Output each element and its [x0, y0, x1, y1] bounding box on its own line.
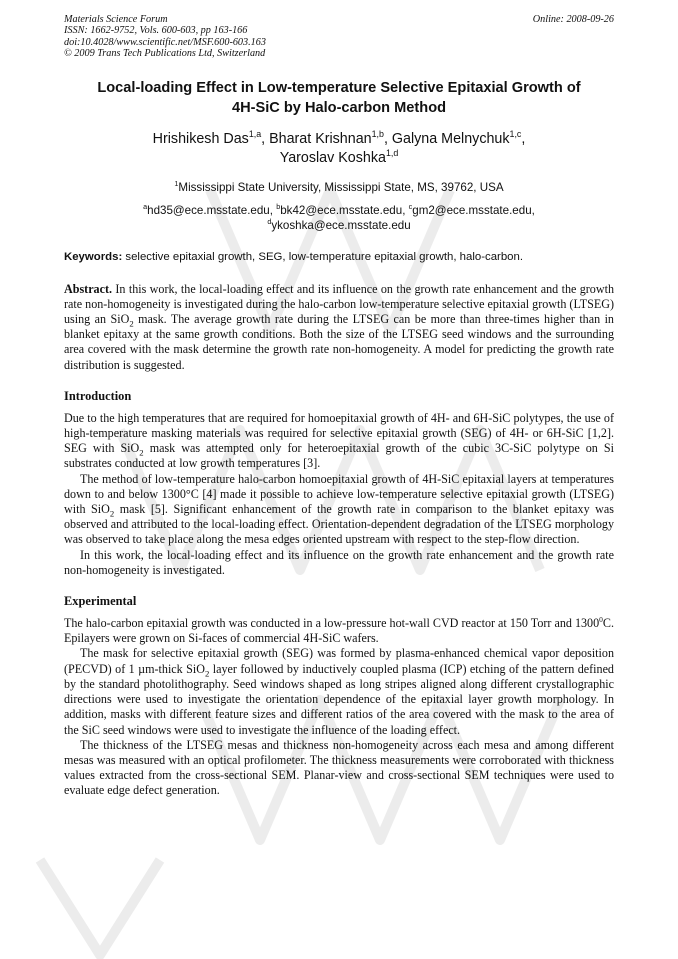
email-mark: c — [408, 201, 413, 211]
abstract-text: mask. The average growth rate during the LTSEG can be more than three-times higher than in blanket epitaxy at the same growth conditions. Both the size of the LTSEG seed windows and the surrounding area covered with the mask determine the growth rate non-homogeneity. A model for predicting the growth rate distribution is suggested. — [64, 312, 614, 372]
online-date: Online: 2008-09-26 — [532, 14, 614, 25]
author-affil-mark: 1,b — [371, 128, 384, 139]
email-address: bk42@ece.msstate.edu — [280, 203, 403, 217]
title-line-1: Local-loading Effect in Low-temperature Selective Epitaxial Growth of — [97, 79, 581, 96]
introduction-paragraph: In this work, the local-loading effect and its influence on the growth rate enhancement and the growth rate non-homogeneity is investigated. — [64, 547, 614, 577]
author-list — [64, 130, 614, 168]
author-separator: , — [261, 130, 270, 147]
email-mark: d — [267, 216, 272, 226]
author-affil-mark: 1,c — [509, 128, 522, 139]
paragraph-text: mask [5]. Significant enhancement of the growth rate in comparison to the blanket epitaxy was observed and attributed to the local-loading effect. Orientation-dependent degradation of the LTSEG morphology was observed to take place along the mesa edges oriented upstream with respect to the step-flow direction. — [64, 502, 614, 547]
abstract — [64, 282, 614, 373]
email-mark: a — [143, 201, 148, 211]
affiliation-mark: 1 — [174, 178, 179, 188]
paragraph-text: layer followed by inductively coupled plasma (ICP) etching of the pattern defined by the standard photolithography. Seed windows shaped as long stripes aligned along different crystallographic directions were used to investigate the orientation dependence of the epitaxial layer growth morphology. In addition, masks with different feature sizes and different ratios of the area covered with the mask to the area of the SiC seed windows were used to investigate the influence of the loading effect. — [64, 661, 614, 737]
subscript: 2 — [129, 318, 134, 329]
experimental-paragraph — [64, 616, 614, 646]
author-name: Hrishikesh Das — [152, 130, 249, 147]
email-separator: , — [402, 203, 409, 217]
paragraph-text: The mask for selective epitaxial growth (SEG) was formed by plasma-enhanced chemical vapor deposition (PECVD) of 1 µm-thick SiO — [64, 646, 614, 676]
introduction-paragraph — [64, 411, 614, 472]
paragraph-text: mask was attempted only for heteroepitaxial growth of the cubic 3C-SiC polytype on Si substrates conducted at low growth temperatures [3]. — [64, 441, 614, 471]
author-affil-mark: 1,d — [385, 147, 399, 158]
author-name: Bharat Krishnan — [269, 130, 372, 147]
superscript: 0 — [599, 615, 603, 625]
keywords-text: selective epitaxial growth, SEG, low-temperature epitaxial growth, halo-carbon. — [122, 250, 523, 263]
journal-name: Materials Science Forum — [64, 14, 168, 25]
journal-header — [64, 14, 614, 60]
email-address: ykoshka@ece.msstate.edu — [271, 218, 411, 232]
affiliation — [64, 180, 614, 195]
doi-line: doi:10.4028/www.scientific.net/MSF.600-603.163 — [64, 36, 266, 48]
paragraph-text: C. Epilayers were grown on Si-faces of commercial 4H-SiC wafers. — [64, 616, 614, 646]
email-address: gm2@ece.msstate.edu, — [412, 203, 535, 217]
keywords-label: Keywords: — [64, 250, 123, 263]
abstract-text: In this work, the local-loading effect and its influence on the growth rate enhancement and the growth rate non-homogeneity is investigated during the halo-carbon low-temperature selective epitaxial growth (LTSEG) using an SiO — [64, 281, 614, 327]
subscript: 2 — [204, 668, 210, 679]
experimental-paragraph — [64, 646, 614, 737]
paper-page — [64, 14, 614, 799]
author-emails — [64, 203, 614, 233]
paragraph-text: The halo-carbon epitaxial growth was conducted in a low-pressure hot-wall CVD reactor at 150 Torr and 1300 — [64, 616, 600, 631]
affiliation-text: Mississippi State University, Mississippi State, MS, 39762, USA — [178, 180, 504, 194]
subscript: 2 — [139, 447, 144, 458]
author-separator: , — [383, 130, 392, 147]
author-affil-mark: 1,a — [248, 128, 262, 139]
email-mark: b — [276, 201, 281, 211]
paragraph-text: Due to the high temperatures that are required for homoepitaxial growth of 4H- and 6H-SiC polytypes, the use of high-temperature masking materials was required for selective epitaxial growth (SEG) of 4H- or 6H-SiC [1,2]. SEG with SiO — [64, 410, 614, 456]
introduction-paragraph — [64, 472, 614, 548]
issn-line: ISSN: 1662-9752, Vols. 600-603, pp 163-166 — [64, 25, 248, 37]
section-heading-experimental: Experimental — [64, 594, 137, 609]
abstract-label: Abstract. — [64, 281, 113, 296]
author-name: Galyna Melnychuk — [391, 130, 510, 147]
section-heading-introduction: Introduction — [64, 388, 132, 403]
author-separator: , — [521, 130, 526, 147]
author-name: Yaroslav Koshka — [279, 149, 386, 166]
paper-title — [64, 78, 614, 118]
keywords — [64, 250, 614, 264]
paragraph-text: The method of low-temperature halo-carbon homoepitaxial growth of 4H-SiC epitaxial layers at temperatures down to and below 1300°C [4] made it possible to achieve low-temperature selective epitaxial growth (LTSEG) with SiO — [64, 471, 614, 517]
experimental-paragraph: The thickness of the LTSEG mesas and thickness non-homogeneity across each mesa and among different mesas was measured with an optical profilometer. The thickness measurements were corroborated with thickness values extracted from the cross-sectional SEM. Planar-view and cross-sectional SEM techniques were used to evaluate edge defect generation. — [64, 737, 614, 798]
title-line-2: 4H-SiC by Halo-carbon Method — [231, 99, 447, 116]
subscript: 2 — [109, 508, 115, 519]
copyright-line: © 2009 Trans Tech Publications Ltd, Switzerland — [64, 48, 266, 60]
email-address: hd35@ece.msstate.edu — [147, 203, 270, 217]
email-separator: , — [269, 203, 277, 217]
